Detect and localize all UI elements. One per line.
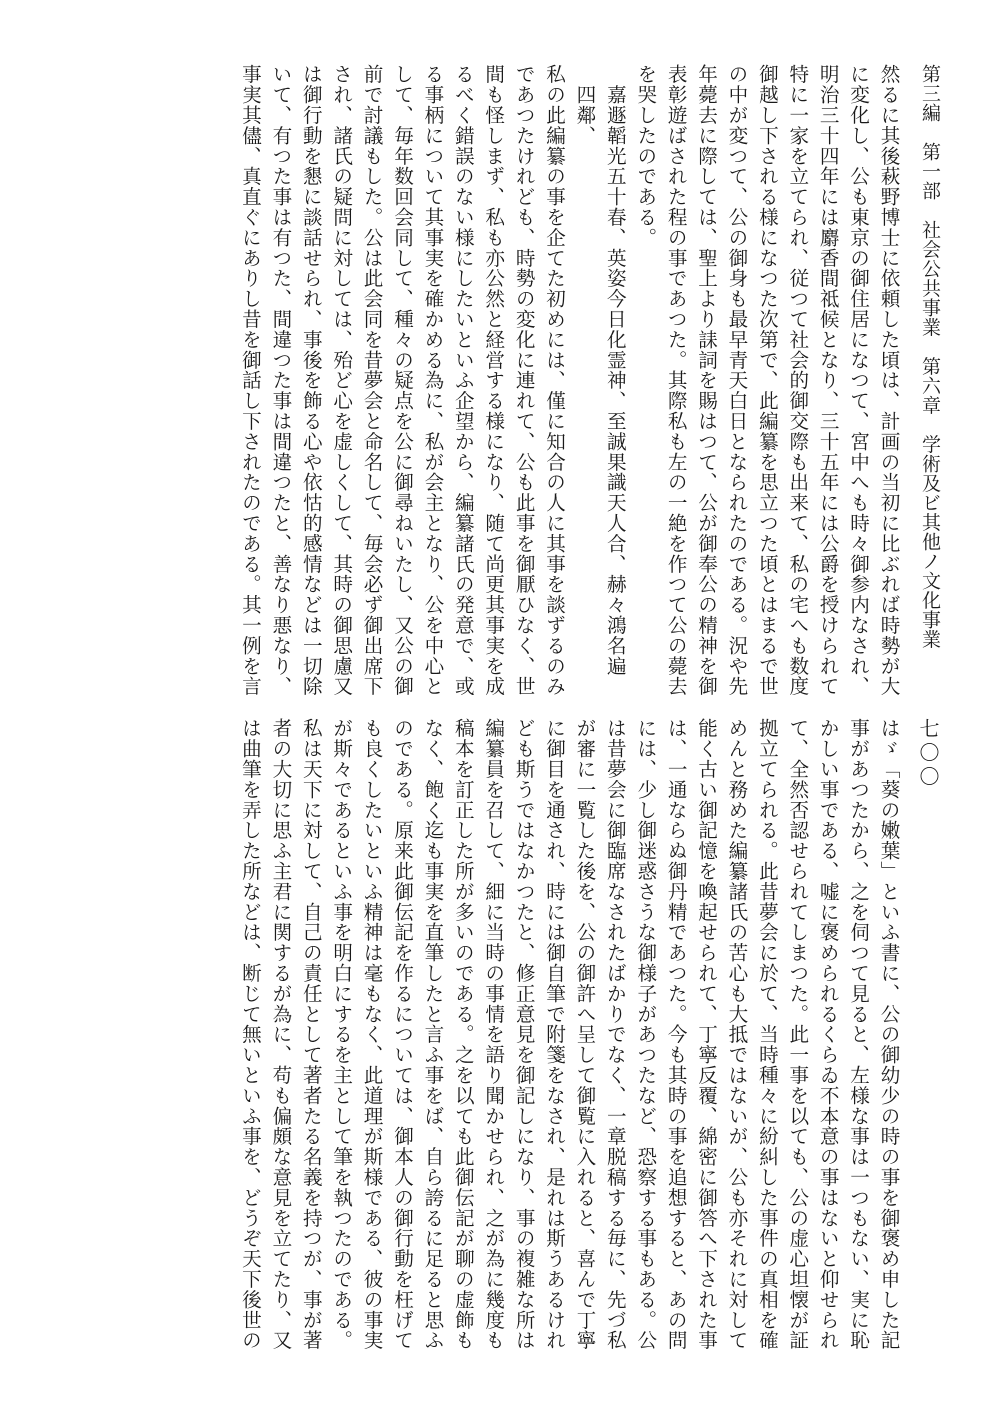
text-line: が斯々であるといふ事を明白にするを主として筆を執つたのである。 <box>329 718 353 1351</box>
page-number: 七〇〇 <box>916 718 940 790</box>
text-line: 表彰遊ばされた程の事であつた。其際私も左の一絶を作つて公の薨去 <box>664 64 688 697</box>
text-line: 私は天下に対して、自己の責任として著者たる名義を持つが、事が著 <box>299 718 323 1351</box>
text-line: には、少し御迷惑さうな御様子があつたなど、恐察する事もある。公 <box>633 718 657 1351</box>
text-line: は、一通ならぬ御丹精であつた。今も其時の事を追想すると、あの問 <box>664 718 688 1351</box>
text-line: いて、有つた事は有つた、間違つた事は間違つたと、善なり悪なり、 <box>268 64 292 697</box>
text-line: ども斯うではなかつたと、修正意見を御記しになり、事の複雑な所は <box>512 718 536 1351</box>
text-line: に御目を通され、時には御自筆で附箋をなされ、是れは斯うあるけれ <box>542 718 566 1351</box>
running-header: 第三編 第一部 社会公共事業 第六章 学術及ビ其他ノ文化事業 <box>919 64 941 649</box>
text-line: かしい事である、嘘に褒められるくらゐ不本意の事はないと仰せられ <box>816 718 840 1351</box>
text-line: され、諸氏の疑問に対しては、殆ど心を虚しくして、其時の御思慮又 <box>329 64 353 697</box>
text-line: 明治三十四年には麝香間祗候となり、三十五年には公爵を授けられて <box>816 64 840 697</box>
text-line: であつたけれども、時勢の変化に連れて、公も此事を御厭ひなく、世 <box>512 64 536 697</box>
text-line: のである。原来此御伝記を作るについては、御本人の御行動を枉げて <box>390 718 414 1351</box>
text-line: 然るに其後萩野博士に依頼した頃は、計画の当初に比ぶれば時勢が大 <box>877 64 900 697</box>
text-line: なく、飽く迄も事実を直筆したと言ふ事をば、自ら誇るに足ると思ふ <box>420 718 444 1351</box>
poem-line: 嘉遯韜光五十春、英姿今日化霊神、至誠果識天人合、赫々鴻名遍 <box>603 64 627 676</box>
text-line: して、毎年数回会同して、種々の疑点を公に御尋ねいたし、又公の御 <box>390 64 414 697</box>
text-line: 編纂員を召して、細に当時の事情を語り聞かせられ、之が為に幾度も <box>481 718 505 1351</box>
text-line: 前で討議もした。公は此会同を昔夢会と命名して、毎会必ず御出席下 <box>360 64 384 697</box>
text-line: 拠立てられる。此昔夢会に於て、当時種々に紛糾した事件の真相を確 <box>755 718 779 1351</box>
text-line: 御越し下される様になつた次第で、此編纂を思立つた頃とはまるで世 <box>755 64 779 697</box>
text-line: を哭したのである。 <box>633 64 657 248</box>
text-line: は昔夢会に御臨席なされたばかりでなく、一章脱稿する毎に、先づ私 <box>603 718 627 1351</box>
text-line: が審に一覧した後を、公の御許へ呈して御覧に入れると、喜んで丁寧 <box>572 718 596 1351</box>
text-line: 稿本を訂正した所が多いのである。之を以ても此御伝記が聊の虚飾も <box>451 718 475 1351</box>
text-line: 事があつたから、之を伺つて見ると、左様な事は一つもない、実に恥 <box>846 718 870 1351</box>
poem-line: 四鄰、 <box>572 64 596 146</box>
text-line: に変化し、公も東京の御住居になつて、宮中へも時々御参内なされ、 <box>846 64 870 697</box>
text-line: は御行動を懇に談話せられ、事後を飾る心や依怙的感情などは一切除 <box>299 64 323 697</box>
text-line: も良くしたいといふ精神は毫もなく、此道理が斯様である、彼の事実 <box>360 718 384 1351</box>
text-line: は曲筆を弄した所などは、断じて無いといふ事を、どうぞ天下後世の <box>238 718 262 1351</box>
text-line: 事実其儘、真直ぐにありし昔を御話し下されたのである。其一例を言 <box>238 64 262 697</box>
lower-text-block <box>234 718 903 1358</box>
text-line: るべく錯誤のない様にしたいといふ企望から、編纂諸氏の発意で、或 <box>451 64 475 697</box>
text-line: 者の大切に思ふ主君に関するが為に、苟も偏頗な意見を立てたり、又 <box>268 718 292 1351</box>
text-line: 能く古い御記憶を喚起せられて、丁寧反覆、綿密に御答へ下された事 <box>694 718 718 1351</box>
text-line: 年薨去に際しては、聖上より誄詞を賜はつて、公が御奉公の精神を御 <box>694 64 718 697</box>
text-line: る事柄について其事実を確かめる為に、私が会主となり、公を中心と <box>420 64 444 697</box>
text-line: て、全然否認せられてしまつた。此一事を以ても、公の虚心坦懐が証 <box>785 718 809 1351</box>
text-line: 私の此編纂の事を企てた初めには、僅に知合の人に其事を談ずるのみ <box>542 64 566 697</box>
text-line: 間も怪しまず、私も亦公然と経営する様になり、随て尚更其事実を成 <box>481 64 505 697</box>
text-line: はゞ「葵の嫩葉」といふ書に、公の御幼少の時の事を御褒め申した記 <box>877 718 900 1351</box>
upper-text-block <box>234 64 903 697</box>
text-line: めんと務めた編纂諸氏の苦心も大抵ではないが、公も亦それに対して <box>724 718 748 1351</box>
text-line: 特に一家を立てられ、従つて社会的御交際も出来て、私の宅へも数度 <box>785 64 809 697</box>
text-line: の中が変つて、公の御身も最早青天白日となられたのである。況や先 <box>724 64 748 697</box>
